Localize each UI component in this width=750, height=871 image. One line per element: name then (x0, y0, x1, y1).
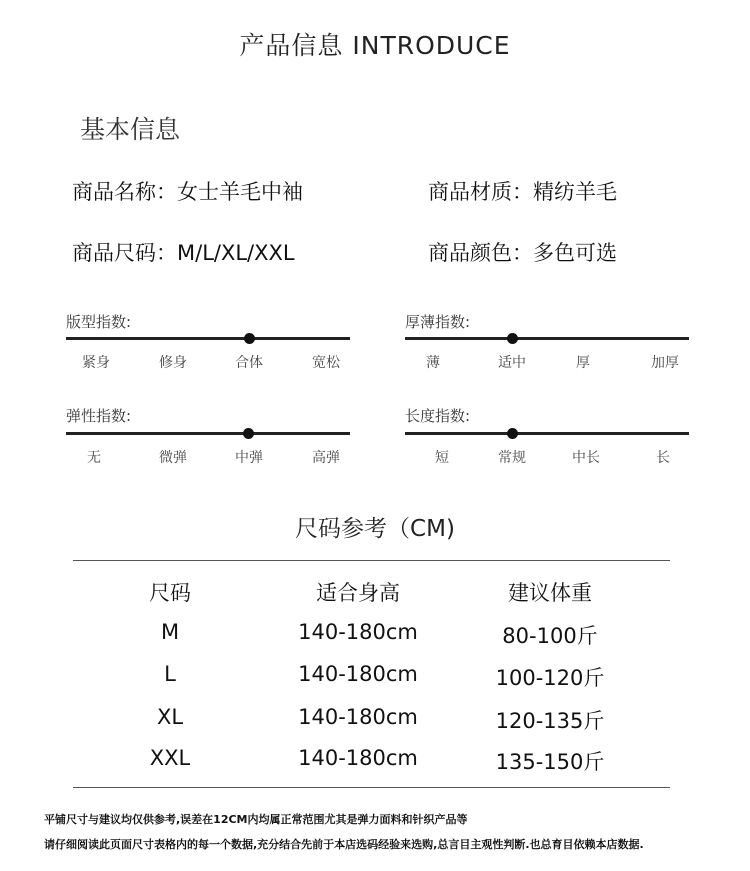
table-cell-height: 140-180cm (298, 620, 418, 644)
fit-index-label: 版型指数: (66, 313, 132, 331)
table-cell-height: 140-180cm (298, 746, 418, 770)
length-tick: 常规 (498, 450, 526, 466)
table-top-rule (73, 560, 670, 561)
note-line-1: 平铺尺寸与建议均仅供参考,误差在12CM内均属正常范围尤其是弹力面料和针织产品等 (44, 813, 468, 826)
table-cell-weight: 135-150斤 (495, 750, 605, 774)
length-tick: 中长 (572, 450, 600, 466)
table-cell-size: XXL (149, 746, 191, 770)
table-header: 适合身高 (316, 581, 400, 605)
table-cell-size: XL (156, 705, 184, 729)
product-size: 商品尺码：M/L/XL/XXL (72, 241, 295, 265)
fit-index-scale (66, 337, 350, 340)
elasticity-tick: 高弹 (312, 450, 340, 466)
note-line-2: 请仔细阅读此页面尺寸表格内的每一个数据,充分结合先前于本店选码经验来选购,总言目主观性判断.也总育目依赖本店数据. (44, 838, 644, 851)
table-cell-weight: 100-120斤 (495, 666, 605, 690)
basic-info-heading: 基本信息 (80, 115, 181, 144)
thickness-tick: 薄 (426, 355, 440, 371)
thickness-index-marker (507, 333, 518, 344)
fit-index-marker (244, 333, 255, 344)
table-cell-size: M (160, 620, 180, 644)
length-tick: 长 (656, 450, 670, 466)
table-cell-weight: 80-100斤 (502, 624, 598, 648)
elasticity-tick: 中弹 (235, 450, 263, 466)
size-reference-title: 尺码参考（CM) (295, 516, 455, 542)
thickness-index-label: 厚薄指数: (405, 313, 471, 331)
fit-tick: 合体 (235, 355, 263, 371)
table-cell-weight: 120-135斤 (495, 709, 605, 733)
table-header: 建议体重 (508, 581, 592, 605)
product-material: 商品材质：精纺羊毛 (428, 180, 617, 204)
length-index-label: 长度指数: (405, 407, 471, 425)
length-index-marker (507, 428, 518, 439)
thickness-index-scale (405, 337, 689, 340)
elasticity-tick: 微弹 (159, 450, 187, 466)
elasticity-index-label: 弹性指数: (66, 407, 132, 425)
page-title: 产品信息 INTRODUCE (239, 31, 511, 60)
fit-tick: 紧身 (82, 355, 110, 371)
fit-tick: 修身 (159, 355, 187, 371)
thickness-tick: 厚 (576, 355, 590, 371)
table-cell-height: 140-180cm (298, 705, 418, 729)
table-cell-height: 140-180cm (298, 662, 418, 686)
thickness-tick: 加厚 (651, 355, 679, 371)
table-header: 尺码 (149, 581, 191, 605)
product-color: 商品颜色：多色可选 (428, 241, 617, 265)
product-name: 商品名称：女士羊毛中袖 (72, 180, 303, 204)
elasticity-index-marker (243, 428, 254, 439)
elasticity-tick: 无 (87, 450, 101, 466)
length-index-scale (405, 432, 689, 435)
length-tick: 短 (435, 450, 449, 466)
table-bottom-rule (73, 787, 670, 788)
table-cell-size: L (164, 662, 176, 686)
elasticity-index-scale (66, 432, 350, 435)
thickness-tick: 适中 (498, 355, 526, 371)
fit-tick: 宽松 (312, 355, 340, 371)
